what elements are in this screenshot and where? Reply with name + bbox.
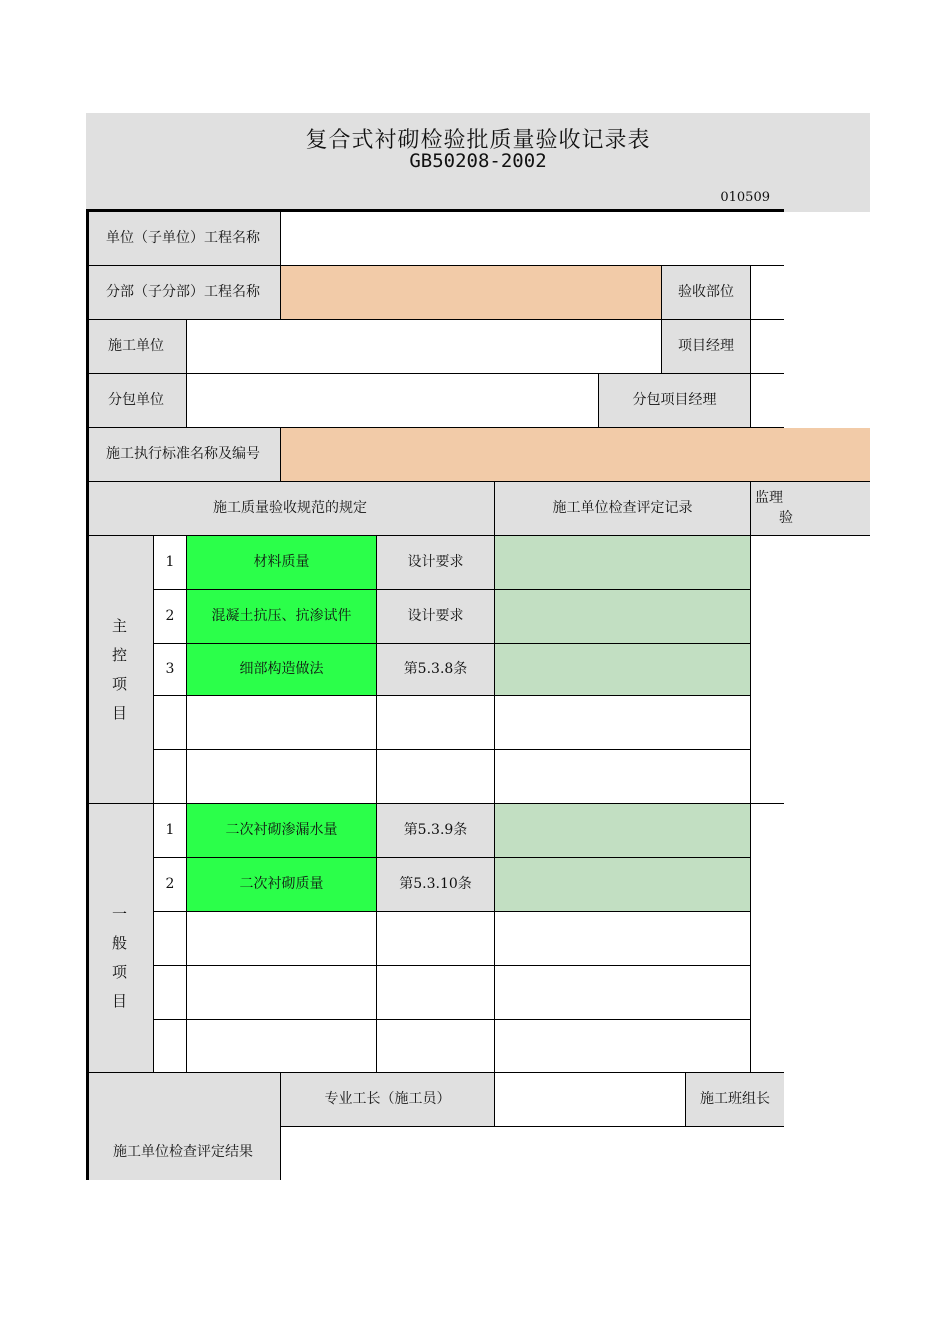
supervisor-general-cell[interactable] [751, 804, 784, 1073]
row-number [154, 750, 187, 804]
check-record-cell[interactable] [495, 804, 751, 858]
item-name[interactable] [187, 912, 377, 966]
table-left-border [86, 212, 89, 1180]
row-number: 1 [154, 536, 187, 590]
check-record-cell[interactable] [495, 536, 751, 590]
foreman-field[interactable] [495, 1073, 686, 1127]
contractor-field[interactable] [187, 320, 662, 374]
group-char: 一 [111, 905, 127, 923]
item-requirement[interactable] [377, 696, 495, 750]
row-number: 2 [154, 590, 187, 644]
result-field[interactable] [281, 1127, 784, 1180]
sub-project-label: 分部（子分部）工程名称 [86, 266, 281, 320]
item-requirement: 第5.3.9条 [377, 804, 495, 858]
row-number [154, 696, 187, 750]
item-name[interactable] [187, 966, 377, 1020]
project-manager-field[interactable] [751, 320, 784, 374]
contractor-label: 施工单位 [86, 320, 187, 374]
general-items-group-label [86, 804, 154, 1073]
row-number [154, 966, 187, 1020]
group-char: 目 [111, 703, 127, 722]
acceptance-part-field[interactable] [751, 266, 784, 320]
sub-project-field[interactable] [281, 266, 662, 320]
supervisor-header-text-2: 验 [779, 509, 793, 526]
item-name[interactable] [187, 696, 377, 750]
spec-header: 施工质量验收规范的规定 [86, 482, 495, 536]
foreman-label: 专业工长（施工员） [281, 1073, 495, 1127]
item-name[interactable] [187, 750, 377, 804]
item-requirement[interactable] [377, 912, 495, 966]
check-record-cell[interactable] [495, 966, 751, 1020]
project-manager-label: 项目经理 [662, 320, 751, 374]
item-name: 材料质量 [187, 536, 377, 590]
subcontractor-field[interactable] [187, 374, 599, 428]
subcontractor-label: 分包单位 [86, 374, 187, 428]
group-char: 主 [111, 616, 127, 635]
item-requirement: 第5.3.10条 [377, 858, 495, 912]
unit-project-field[interactable] [281, 212, 784, 266]
item-requirement[interactable] [377, 1020, 495, 1073]
acceptance-part-label: 验收部位 [662, 266, 751, 320]
main-items-group-label [86, 536, 154, 804]
team-leader-label: 施工班组长 [686, 1073, 784, 1127]
item-name[interactable] [187, 1020, 377, 1073]
group-char: 目 [111, 992, 127, 1010]
sub-project-manager-field[interactable] [751, 374, 784, 428]
check-record-cell[interactable] [495, 696, 751, 750]
standard-field[interactable] [281, 428, 870, 482]
check-record-cell[interactable] [495, 590, 751, 644]
check-record-cell[interactable] [495, 912, 751, 966]
check-record-cell[interactable] [495, 858, 751, 912]
standard-label: 施工执行标准名称及编号 [86, 428, 281, 482]
check-record-cell[interactable] [495, 1020, 751, 1073]
row-number [154, 1020, 187, 1073]
item-requirement: 第5.3.8条 [377, 644, 495, 696]
item-requirement[interactable] [377, 966, 495, 1020]
item-name: 二次衬砌渗漏水量 [187, 804, 377, 858]
item-name: 二次衬砌质量 [187, 858, 377, 912]
item-requirement: 设计要求 [377, 590, 495, 644]
item-name: 混凝土抗压、抗渗试件 [187, 590, 377, 644]
unit-project-label: 单位（子单位）工程名称 [86, 212, 281, 266]
group-char: 项 [111, 674, 127, 693]
row-number: 2 [154, 858, 187, 912]
group-char: 控 [111, 645, 127, 664]
form-number: 010509 [720, 190, 770, 205]
item-requirement[interactable] [377, 750, 495, 804]
check-record-cell[interactable] [495, 750, 751, 804]
row-number: 1 [154, 804, 187, 858]
sub-project-manager-label: 分包项目经理 [599, 374, 751, 428]
page-title: 复合式衬砌检验批质量验收记录表 [305, 128, 651, 153]
item-requirement: 设计要求 [377, 536, 495, 590]
group-char: 项 [111, 963, 127, 981]
row-number [154, 912, 187, 966]
row-number: 3 [154, 644, 187, 696]
result-label: 施工单位检查评定结果 [86, 1073, 281, 1180]
group-char: 般 [111, 934, 127, 952]
item-name: 细部构造做法 [187, 644, 377, 696]
check-record-header: 施工单位检查评定记录 [495, 482, 751, 536]
check-record-cell[interactable] [495, 644, 751, 696]
standard-code: GB50208-2002 [409, 150, 547, 172]
supervisor-header [751, 482, 870, 536]
supervisor-header-text: 监理 [755, 490, 783, 506]
supervisor-main-cell[interactable] [751, 536, 784, 804]
